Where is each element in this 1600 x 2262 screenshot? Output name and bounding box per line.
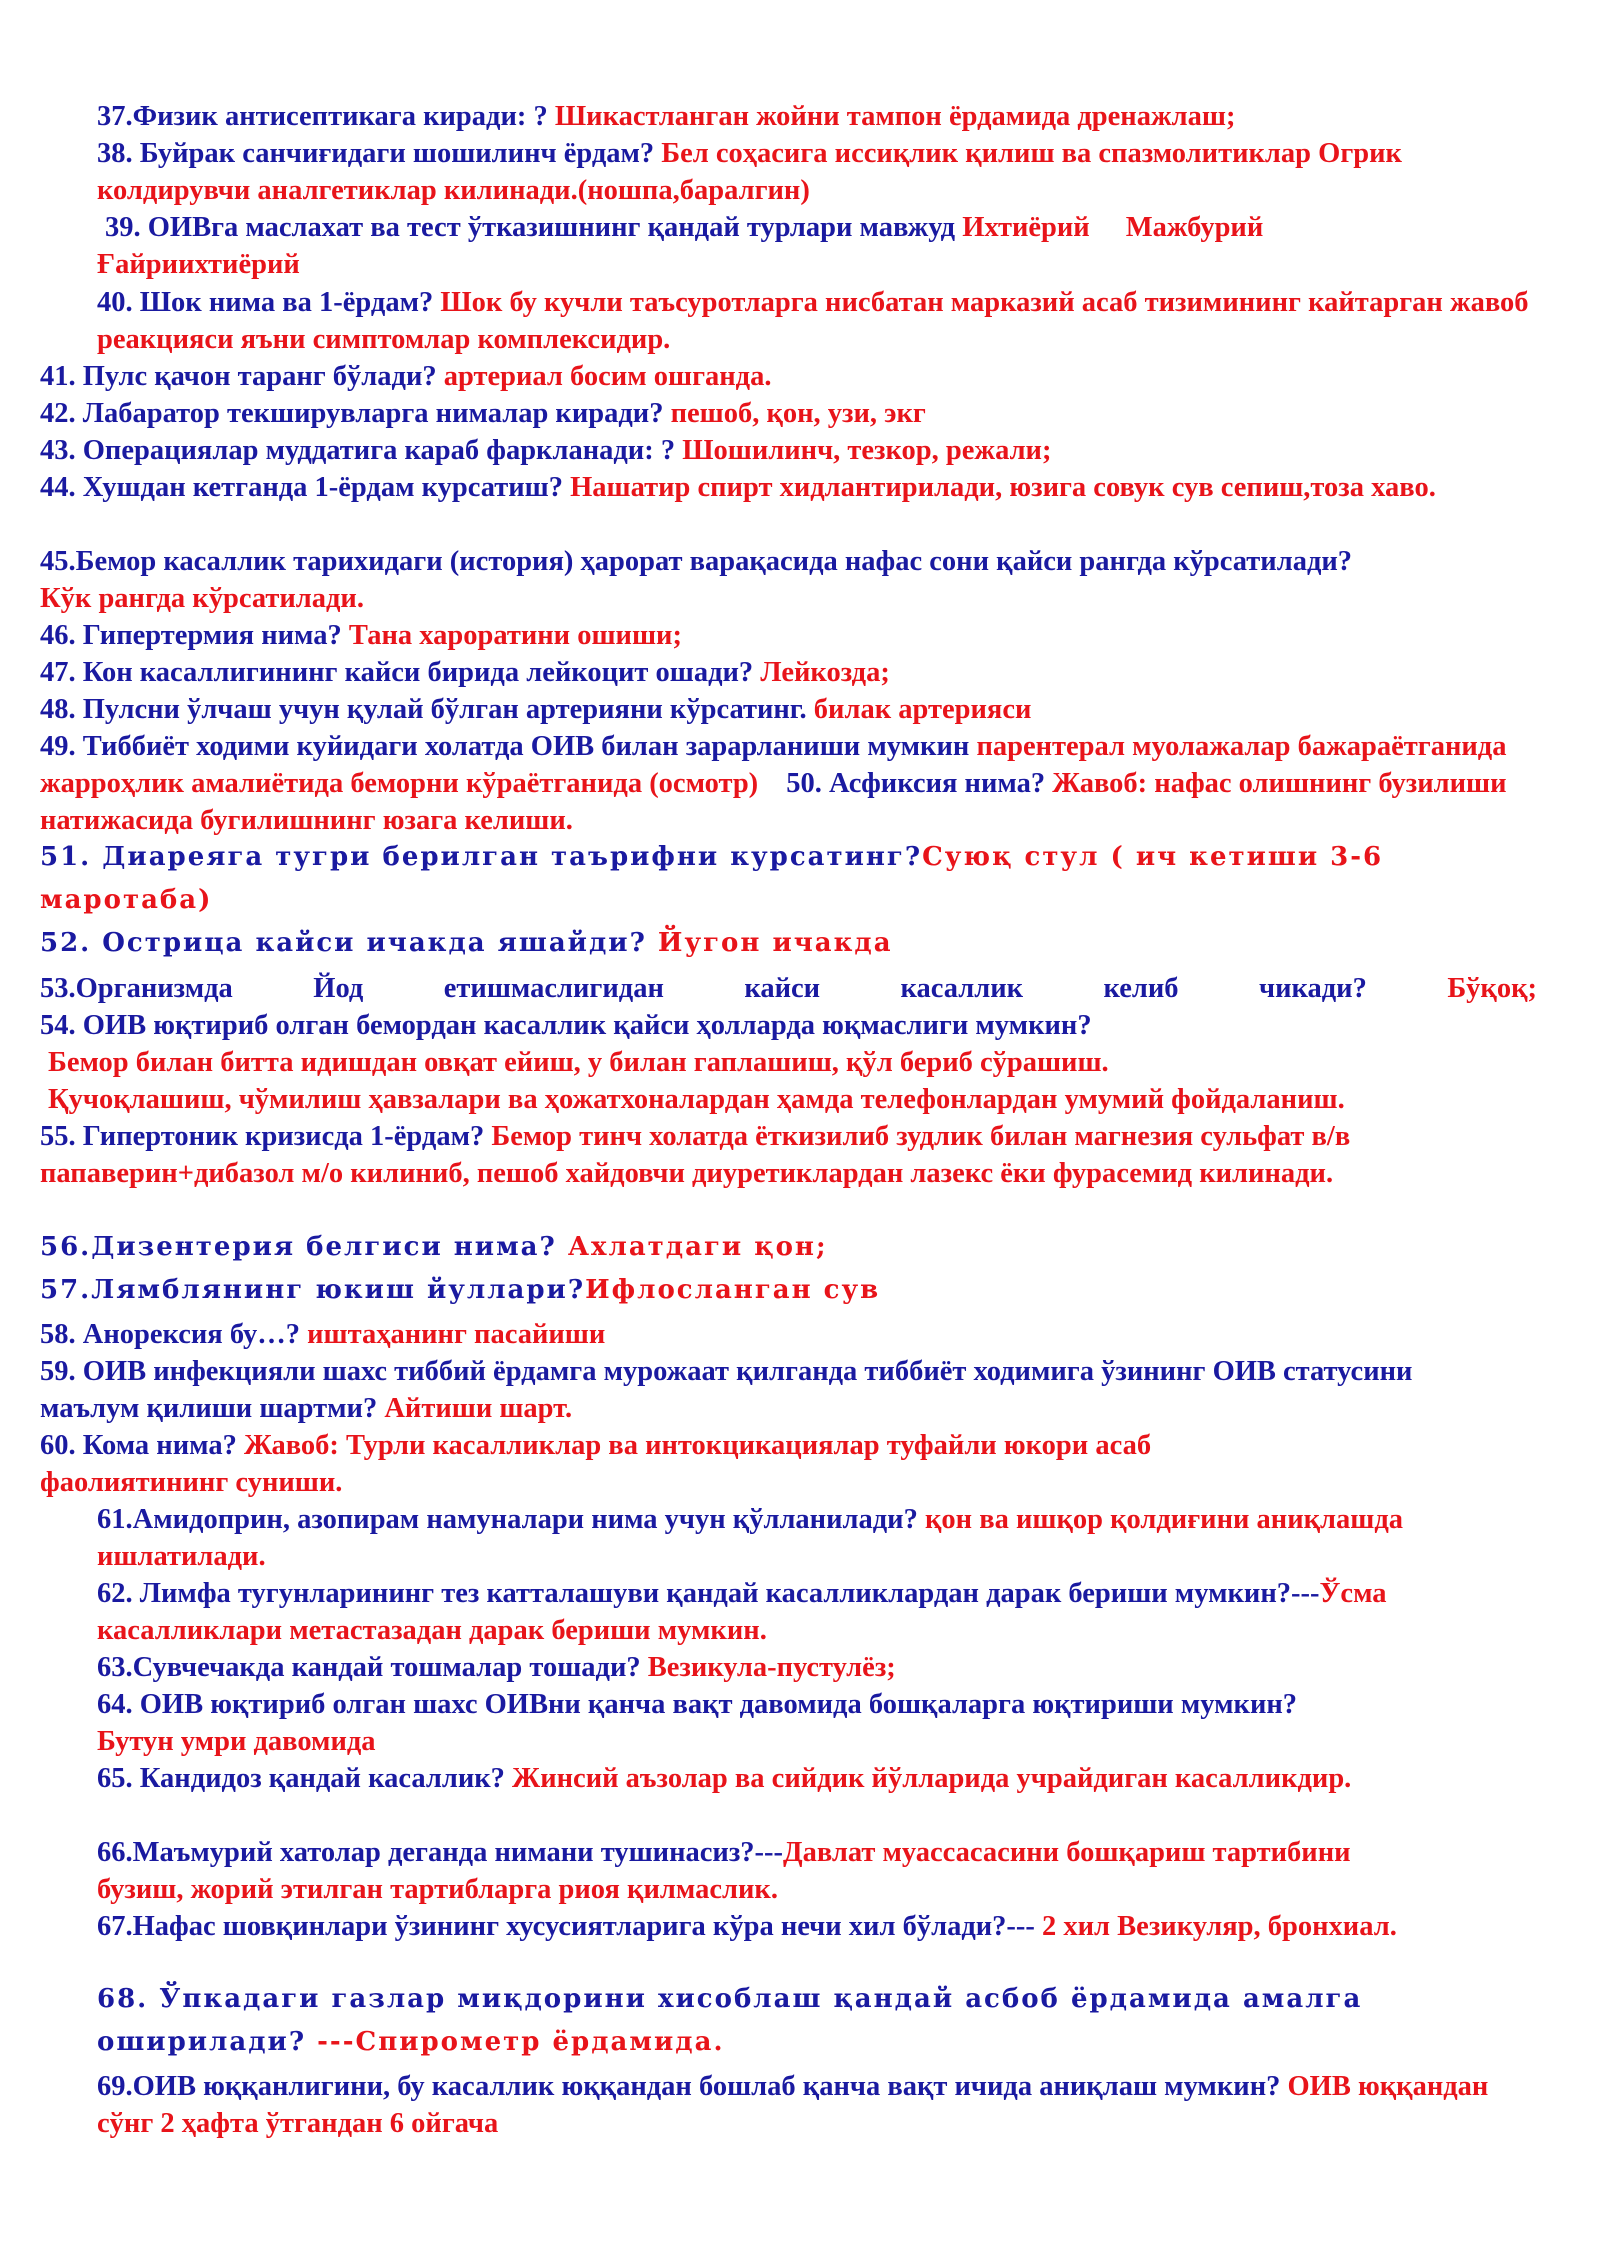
qa-item-54	[40, 1007, 1537, 1118]
question-text: 58. Анорексия бу…?	[40, 1319, 308, 1350]
answer-text: Шошилинч, тезкор, режали;	[682, 435, 1052, 466]
answer-text: Нашатир спирт хидлантирилади, юзига совук сув сепиш,тоза хаво.	[570, 472, 1436, 503]
question-text: 63.Сувчечакда кандай тошмалар тошади?	[97, 1652, 648, 1683]
question-text: 68. Ўпкадаги газлар миқдорини хисоблаш қандай асбоб ёрдамида амалга оширилади?	[97, 1984, 1363, 2057]
qa-item-49	[40, 728, 1537, 839]
question-text: 54. ОИВ юқтириб олган бемордан касаллик қайси ҳолларда юқмаслиги мумкин?	[40, 1010, 1092, 1041]
qa-item-51	[40, 836, 1420, 922]
answer-text-continued: Қучоқлашиш, чўмилиш ҳавзалари ва ҳожатхоналардан ҳамда телефонлардан умумий фойдаланиш.	[48, 1084, 1345, 1115]
qa-item-45	[40, 543, 1360, 617]
answer-text: 2 хил Везикуляр, бронхиал.	[1042, 1911, 1397, 1942]
answer-text: Кўк рангда кўрсатилади.	[40, 583, 364, 614]
qa-item-60	[40, 1427, 1330, 1501]
question-text: 62. Лимфа тугунларининг тез катталашуви қандай касалликлардан дарак бериши мумкин?---	[97, 1578, 1320, 1609]
answer-text: Бемор тинч холатда ёткизилиб зудлик билан магнезия сульфат в/в папаверин+дибазол м/о килиниб, пешоб хайдовчи диуретиклардан лазекс ёки фурасемид килинади.	[40, 1121, 1351, 1189]
answer-option-voluntary: Ихтиёрий	[962, 212, 1090, 243]
question-text: 57.Лямблянинг юкиш йуллари?	[40, 1275, 586, 1305]
question-text: 39. ОИВга маслахат ва тест ўтказишнинг қандай турлари мавжуд	[105, 212, 963, 243]
qa-item-63	[97, 1649, 1537, 1686]
question-text: 49. Тиббиёт ходими куйидаги холатда ОИВ билан зарарланиши мумкин	[40, 731, 977, 762]
answer-text: Жинсий аъзолар ва сийдик йўлларида учрайдиган касалликдир.	[512, 1763, 1352, 1794]
answer-text: ---Спирометр ёрдамида.	[317, 2027, 725, 2057]
answer-text: Везикула-пустулёз;	[647, 1652, 896, 1683]
question-text: 69.ОИВ юққанлигини, бу касаллик юққандан бошлаб қанча вақт ичида аниқлаш мумкин?	[97, 2071, 1288, 2102]
qa-item-37	[97, 98, 1537, 135]
answer-text: парентерал муолажалар бажараётганида жарроҳлик амалиётида беморни кўраётганида (осмотр)	[40, 731, 1507, 799]
qa-item-62	[97, 1575, 1537, 1649]
qa-item-64	[97, 1686, 1537, 1760]
question-text: 44. Хушдан кетганда 1-ёрдам курсатиш?	[40, 472, 571, 503]
qa-item-52	[40, 922, 1537, 965]
qa-item-56	[40, 1226, 1537, 1269]
qa-item-43	[40, 432, 1537, 469]
answer-option-involuntary: Ғайриихтиёрий	[97, 249, 300, 280]
answer-text: Бел соҳасига иссиқлик қилиш ва спазмолитиклар Огрик колдирувчи аналгетиклар килинади.(ношпа,баралгин)	[97, 138, 1402, 206]
answer-text: Ахлатдаги қон;	[567, 1232, 828, 1262]
answer-text: Тана хароратини ошиши;	[348, 620, 682, 651]
answer-text: Ифлосланган сув	[585, 1275, 881, 1305]
answer-text: Ўсма касалликлари метастазадан дарак бериши мумкин.	[97, 1578, 1387, 1646]
qa-item-42	[40, 395, 1537, 432]
question-text: 45.Бемор касаллик тарихидаги (история) ҳарорат варақасида нафас сони қайси рангда кўрсатилади?	[40, 546, 1353, 577]
question-text: 53.Организмда Йод етишмаслигидан кайси касаллик келиб чикади?	[40, 973, 1448, 1004]
qa-item-65	[97, 1760, 1537, 1797]
qa-item-41	[40, 358, 1537, 395]
answer-text: Йугон ичакда	[657, 928, 893, 958]
question-text: 43. Операциялар муддатига караб фаркланади: ?	[40, 435, 683, 466]
answer-text: Шикастланган жойни тампон ёрдамида дренажлаш;	[554, 101, 1236, 132]
answer-text: иштаҳанинг пасайиши	[307, 1319, 606, 1350]
question-text: 37.Физик антисептикага киради: ?	[97, 101, 555, 132]
question-text: 48. Пулсни ўлчаш учун қулай бўлган артерияни кўрсатинг.	[40, 694, 814, 725]
answer-text: артериал босим ошганда.	[443, 361, 772, 392]
answer-text: қон ва ишқор қолдиғини аниқлашда ишлатилади.	[97, 1504, 1404, 1572]
answer-text: Шок бу кучли таъсуротларга нисбатан марказий асаб тизимининг кайтарган жавоб реакцияси яъни симптомлар комплексидир.	[97, 287, 1529, 355]
answer-text: Жавоб: Турли касалликлар ва интокцикациялар туфайли юкори асаб фаолиятининг суниши.	[40, 1430, 1152, 1498]
question-text: 51. Диареяга тугри берилган таърифни курсатинг?	[40, 842, 923, 872]
qa-item-67	[97, 1908, 1497, 1945]
question-text: 42. Лабаратор текширувларга нималар киради?	[40, 398, 671, 429]
qa-item-46	[40, 617, 1537, 654]
question-text: 65. Кандидоз қандай касаллик?	[97, 1763, 513, 1794]
qa-item-47	[40, 654, 1537, 691]
answer-text: ОИВ юққандан сўнг 2 ҳафта ўтгандан 6 ойгача	[97, 2071, 1489, 2139]
qa-item-53	[40, 970, 1537, 1007]
qa-item-69	[97, 2068, 1537, 2142]
qa-item-40	[97, 284, 1537, 358]
qa-item-38	[97, 135, 1537, 209]
qa-item-58	[40, 1316, 1537, 1353]
qa-item-55	[40, 1118, 1537, 1192]
question-text: 64. ОИВ юқтириб олган шахс ОИВни қанча вақт давомида бошқаларга юқтириши мумкин?	[97, 1689, 1298, 1720]
question-text: 56.Дизентерия белгиси нима?	[40, 1232, 568, 1262]
question-text: 41. Пулс қачон таранг бўлади?	[40, 361, 444, 392]
answer-text: Лейкозда;	[760, 657, 890, 688]
qa-item-48	[40, 691, 1537, 728]
qa-item-61	[97, 1501, 1477, 1575]
qa-item-68	[97, 1978, 1417, 2064]
qa-item-66	[97, 1834, 1417, 1908]
answer-text: Давлат муассасасини бошқариш тартибини бузиш, жорий этилган тартибларга риоя қилмаслик.	[97, 1837, 1351, 1905]
answer-text: билак артерияси	[813, 694, 1032, 725]
answer-text: Бемор билан битта идишдан овқат ейиш, у билан гаплашиш, қўл бериб сўрашиш.	[48, 1047, 1109, 1078]
qa-item-39	[97, 209, 1537, 283]
question-text-50: 50. Асфиксия нима?	[786, 768, 1053, 799]
question-text: 47. Кон касаллигининг кайси бирида лейкоцит ошади?	[40, 657, 761, 688]
answer-text: Бўқоқ;	[1447, 973, 1537, 1004]
question-text: 52. Острица кайси ичакда яшайди?	[40, 928, 658, 958]
qa-item-59	[40, 1353, 1460, 1427]
question-text: 46. Гипертермия нима?	[40, 620, 349, 651]
qa-item-57	[40, 1269, 1537, 1312]
question-text: 59. ОИВ инфекцияли шахс тиббий ёрдамга мурожаат қилганда тиббиёт ходимига ўзининг ОИВ статусини маълум қилиши шартми?	[40, 1356, 1413, 1424]
answer-text: Айтиши шарт.	[384, 1393, 573, 1424]
question-text: 67.Нафас шовқинлари ўзининг хусусиятларига кўра нечи хил бўлади?---	[97, 1911, 1043, 1942]
question-text: 38. Буйрак санчиғидаги шошилинч ёрдам?	[97, 138, 662, 169]
answer-text: Суюқ стул ( ич кетиши 3-6 маротаба)	[40, 842, 1384, 915]
question-text: 40. Шок нима ва 1-ёрдам?	[97, 287, 441, 318]
answer-text: пешоб, қон, узи, экг	[670, 398, 926, 429]
answer-text: Бутун умри давомида	[97, 1726, 376, 1757]
answer-text-50: Жавоб: нафас олишнинг бузилиши натижасида бугилишнинг юзага келиши.	[40, 768, 1507, 836]
question-text: 61.Амидоприн, азопирам намуналари нима учун қўлланилади?	[97, 1504, 925, 1535]
question-text: 66.Маъмурий хатолар деганда нимани тушинасиз?---	[97, 1837, 783, 1868]
qa-item-44	[40, 469, 1440, 506]
question-text: 60. Кома нима?	[40, 1430, 244, 1461]
answer-option-mandatory: Мажбурий	[1125, 212, 1264, 243]
question-text: 55. Гипертоник кризисда 1-ёрдам?	[40, 1121, 492, 1152]
